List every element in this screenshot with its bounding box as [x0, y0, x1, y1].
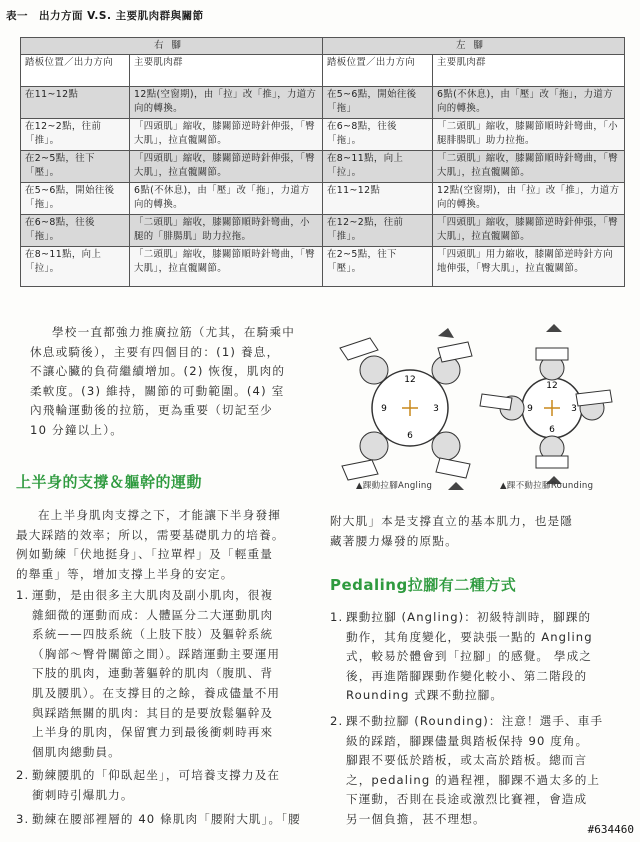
table-row [21, 183, 625, 215]
list-line: 動作，其角度變化，要訣張一點的 Angling [346, 629, 593, 644]
continuation-line: 附大肌」本是支撐直立的基本肌力，也是隱 [330, 514, 574, 528]
table-row [21, 87, 625, 119]
cell-left-position: 在5~6點，開始往後「拖」 [323, 87, 433, 119]
list-line: 腳跟不要低於踏板，或太高於踏板。總而言 [346, 753, 588, 768]
list-line: 勤練腰肌的「仰臥起坐」，可培養支撐力及在 [32, 768, 281, 783]
table-row [21, 247, 625, 287]
right-continuation [330, 512, 630, 551]
list-line: Rounding 式踝不動拉腳。 [346, 688, 504, 703]
intro-line: 10 分鐘以上）。 [30, 422, 124, 437]
list-item [16, 810, 316, 830]
intro-line: 柔軟度。(3) 維持，關節的可動範圍。(4) 室 [30, 383, 285, 398]
pedaling-figure [330, 318, 630, 498]
list-line: 與踩踏無關的肌肉：其目的是要放鬆軀幹及 [32, 705, 274, 720]
caption-angling: ▲踝動拉腳Angling [356, 481, 433, 491]
list-number: 1. [330, 610, 344, 624]
left-leg-header: 左腳 [323, 38, 625, 55]
list-line: 雜細微的運動而成：人體區分二大運動肌肉 [32, 607, 274, 622]
list-line: 下肢的肌肉，連動著軀幹的肌肉（腹肌、背 [32, 666, 274, 681]
cell-left-muscle: 「四頭肌」用力縮收，膝關節逆時針方向地伸張，「臀大肌」，拉直髖關節。 [433, 247, 625, 287]
angling-diagram [340, 328, 472, 490]
list-item [330, 712, 630, 830]
intro-paragraph [30, 323, 320, 441]
cell-right-muscle: 「四頭肌」縮收，膝關節逆時針伸張，「臀大肌」，拉直髖關節。 [130, 119, 323, 151]
muscle-table [20, 37, 625, 287]
list-line: 肌及腰肌）。在支撐目的之餘，養成儘量不用 [32, 685, 281, 700]
cell-right-muscle: 「二頭肌」縮收，膝關節順時針彎曲，小腿的「腓腸肌」助力拉拖。 [130, 215, 323, 247]
list-line: 踝動拉腳 (Angling)：初級特訓時，腳踝的 [346, 610, 592, 624]
cell-left-muscle: 「二頭肌」縮收，膝關節順時針彎曲，「小腿腓腸肌」助力拉拖。 [433, 119, 625, 151]
continuation-line: 藏著腰力爆發的原點。 [330, 533, 458, 548]
list-line: 系統——四肢系統（上肢下肢）及軀幹系統 [32, 627, 274, 642]
clock-6-right: 6 [549, 425, 555, 435]
pedaling-list [330, 608, 630, 830]
list-line: 上半身的肌肉，保留實力到最後衝刺時再來 [32, 725, 274, 740]
section-heading-upper-body: 上半身的支撐＆軀幹的運動 [16, 473, 203, 491]
col-muscle-left: 主要肌肉群 [433, 55, 625, 87]
list-number: 1. [16, 588, 30, 602]
list-number: 2. [16, 768, 30, 783]
cell-right-position: 在5~6點，開始往後「拖」。 [21, 183, 130, 215]
cell-left-position: 在8~11點，向上「拉」。 [323, 151, 433, 183]
watermark-id: #634460 [587, 823, 634, 836]
intro-line: 內飛輪運動後的拉筋，更為重要（切記至少 [30, 403, 274, 418]
cell-left-position: 在12~2點，往前「推」。 [323, 215, 433, 247]
section1-paragraph [16, 506, 316, 584]
section1-list [16, 586, 316, 829]
cell-right-muscle: 6點(不休息)，由「壓」改「拖」，力道方向的轉換。 [130, 183, 323, 215]
cell-left-position: 在6~8點，往後「拖」。 [323, 119, 433, 151]
intro-line: 休息或騎後），主要有四個目的：(1) 養息， [30, 344, 280, 359]
list-item [16, 766, 316, 805]
clock-3-right: 3 [571, 404, 577, 414]
cell-right-position: 在2~5點，往下「壓」。 [21, 151, 130, 183]
list-line: 衝刺時引爆肌力。 [32, 787, 134, 802]
section1-line: 的舉重」等，增加支撐上半身的安定。 [16, 566, 234, 581]
cell-right-muscle: 「二頭肌」縮收，膝關節順時針彎曲，「臀大肌」，拉直髖關節。 [130, 247, 323, 287]
col-position-left: 踏板位置／出力方向 [323, 55, 433, 87]
cell-right-position: 在8~11點，向上「拉」。 [21, 247, 130, 287]
clock-6-left: 6 [407, 431, 413, 441]
clock-12-left: 12 [404, 375, 416, 385]
list-line: （胸部～臀骨關節之間）。踩踏運動主要運用 [32, 646, 281, 661]
cell-right-position: 在11~12點 [21, 87, 130, 119]
caption-rounding: ▲踝不動拉腳Rounding [500, 481, 594, 491]
table-title: 表一 出力方面 V.S. 主要肌肉群與關節 [6, 10, 204, 22]
cell-left-muscle: 「四頭肌」縮收，膝關節逆時針伸張，「臀大肌」，拉直髖關節。 [433, 215, 625, 247]
cell-left-muscle: 「二頭肌」縮收，膝關節順時針彎曲，「臀大肌」，拉直髖關節。 [433, 151, 625, 183]
clock-12-right: 12 [546, 381, 558, 391]
list-line: 勤練在腰部裡層的 40 條肌肉「腰附大肌」。「腰 [32, 811, 301, 826]
cell-left-muscle: 6點(不休息)，由「壓」改「拖」，力道方向的轉換。 [433, 87, 625, 119]
cell-right-position: 在12~2點，往前「推」。 [21, 119, 130, 151]
list-line: 後，再進階腳踝動作變化較小、第二階段的 [346, 668, 588, 683]
section1-line: 例如勤練「伏地挺身」、「拉單桿」及「輕重量 [16, 547, 274, 562]
cell-left-position: 在2~5點，往下「壓」。 [323, 247, 433, 287]
list-line: 下運動，否則在長途或激烈比賽裡，會造成 [346, 792, 588, 807]
section1-line: 在上半身肌肉支撐之下，才能讓下半身發揮 [38, 508, 282, 522]
cell-right-muscle: 「四頭肌」縮收，膝關節逆時針伸張，「臀大肌」，拉直髖關節。 [130, 151, 323, 183]
list-number: 2. [330, 713, 344, 728]
section-heading-pedaling: Pedaling拉腳有二種方式 [330, 576, 517, 594]
list-line: 級的踩踏，腳踝儘量與踏板保持 90 度角。 [346, 733, 589, 748]
list-item [16, 586, 316, 762]
right-leg-header: 右腳 [21, 38, 323, 55]
list-line: 另一個負擔，甚不理想。 [346, 811, 486, 826]
rounding-diagram [480, 324, 612, 484]
list-line: 運動，是由很多主大肌肉及副小肌肉，很複 [32, 588, 274, 602]
intro-line: 不讓心臟的負荷繼續增加。(2) 恢復，肌肉的 [30, 364, 286, 379]
cell-right-muscle: 12點(空窗期)，由「拉」改「推」，力道方向的轉換。 [130, 87, 323, 119]
list-line: 個肌肉總動員。 [32, 744, 121, 759]
col-muscle-right: 主要肌肉群 [130, 55, 323, 87]
section1-line: 最大踩踏的效率；所以，需要基礎肌力的培養。 [16, 527, 285, 542]
col-position-right: 踏板位置／出力方向 [21, 55, 130, 87]
cell-left-position: 在11~12點 [323, 183, 433, 215]
intro-line: 學校一直都強力推廣拉筋（尤其，在騎乘中 [52, 325, 296, 339]
list-number: 3. [16, 811, 30, 826]
clock-3-left: 3 [433, 404, 439, 414]
cell-left-muscle: 12點(空窗期)，由「拉」改「推」，力道方向的轉換。 [433, 183, 625, 215]
clock-9-left: 9 [381, 404, 387, 414]
list-line: 踝不動拉腳 (Rounding)：注意！選手、車手 [346, 713, 604, 728]
clock-9-right: 9 [527, 404, 533, 414]
table-row [21, 215, 625, 247]
cell-right-position: 在6~8點，往後「拖」。 [21, 215, 130, 247]
list-item [330, 608, 630, 706]
table-row [21, 119, 625, 151]
table-row [21, 151, 625, 183]
list-line: 式，較易於體會到「拉腳」的感覺。 學成之 [346, 649, 592, 664]
list-line: 之，pedaling 的過程裡，腳踝不過太多的上 [346, 772, 601, 787]
